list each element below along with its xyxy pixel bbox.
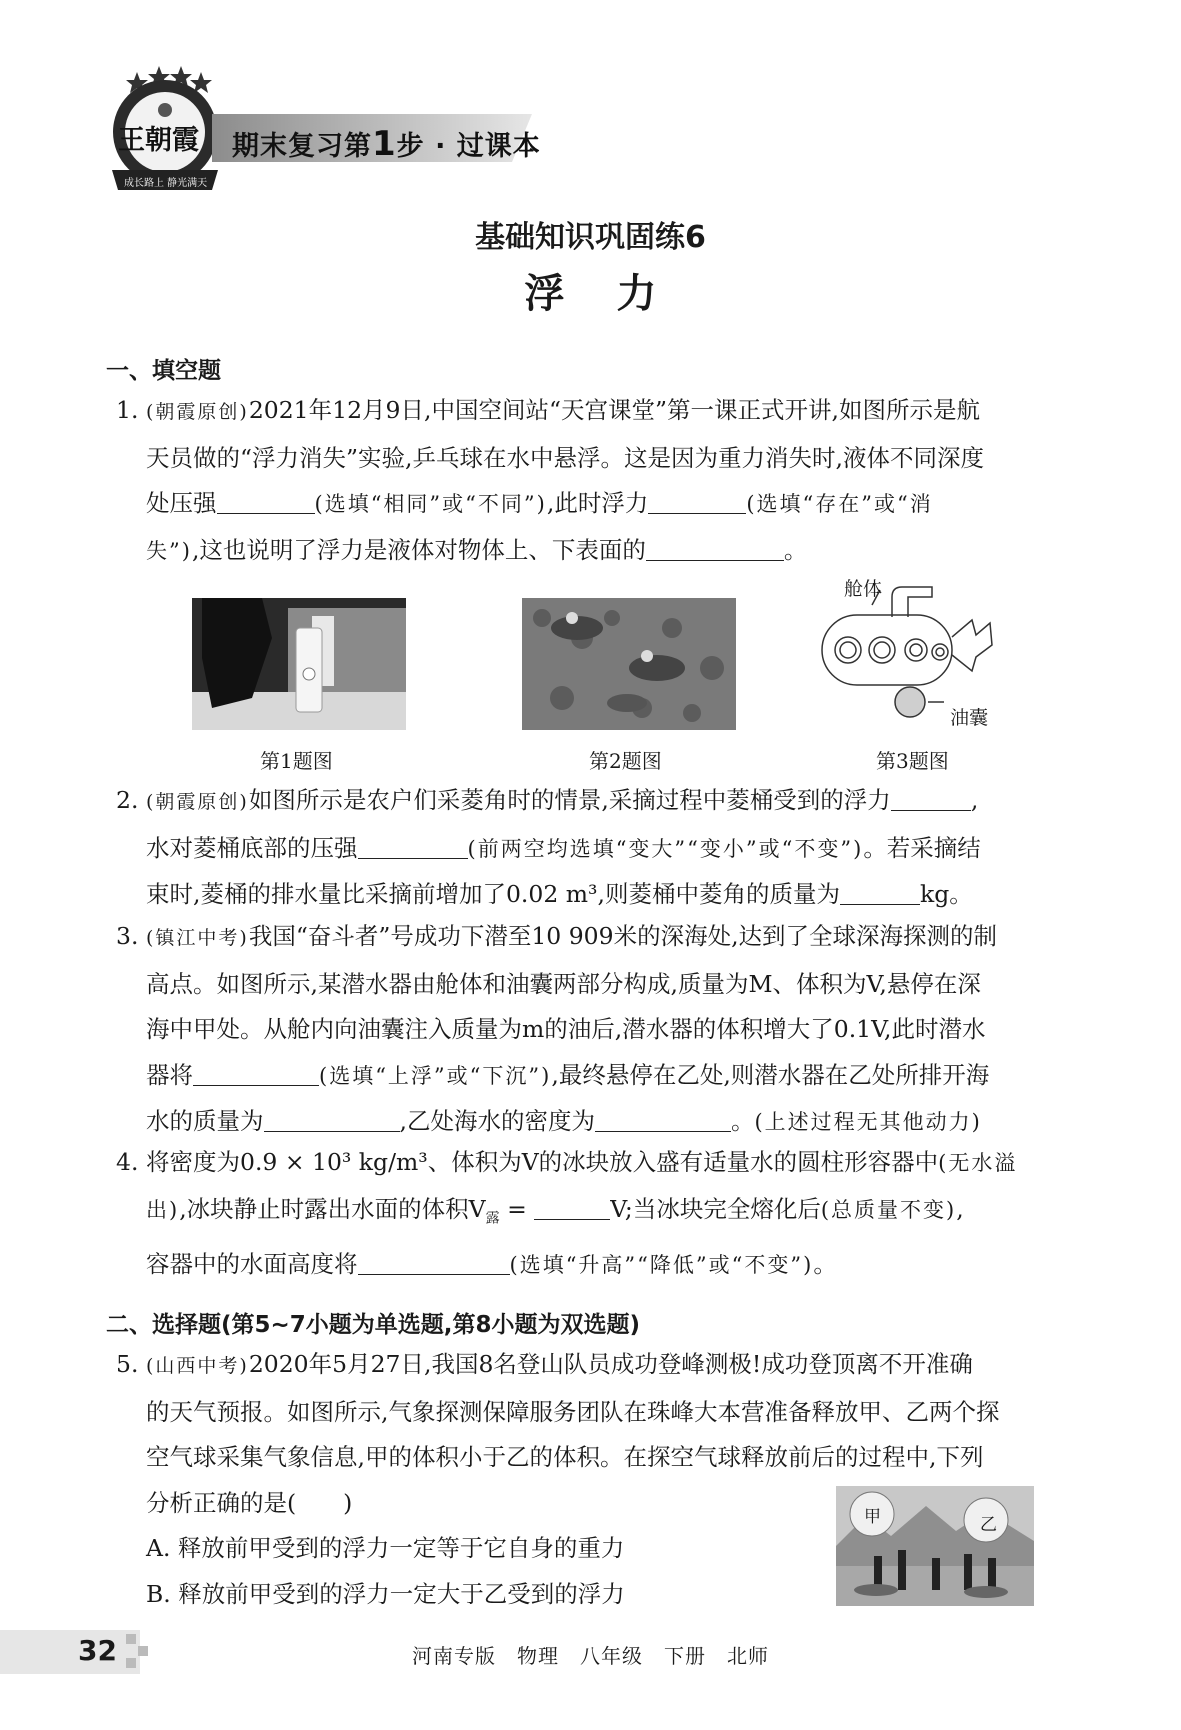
answer-blank[interactable] xyxy=(595,1105,731,1132)
figure-5-label-a: 甲 xyxy=(864,1507,881,1527)
page-subtitle: 浮力 xyxy=(524,271,709,317)
page-number: 32 xyxy=(78,1634,117,1667)
answer-blank[interactable] xyxy=(358,832,468,859)
figure-3-caption: 第3题图 xyxy=(876,749,949,773)
figure-3-label-oil-bladder: 油囊 xyxy=(950,707,989,729)
section-heading-choice: 二、选择题(第5~7小题为单选题,第8小题为双选题) xyxy=(106,1312,641,1338)
answer-blank[interactable] xyxy=(193,1059,319,1086)
figure-5-label-b: 乙 xyxy=(980,1515,997,1535)
section-heading-fill-in: 一、填空题 xyxy=(106,358,221,384)
question-3: 3. (镇江中考)我国“奋斗者”号成功下潜至10 909米的深海处,达到了全球深海探测的制 高点。如图所示,某潜水器由舱体和油囊两部分构成,质量为M、体积为V,悬停在深 海中甲处。从舱内向油囊注入质量为m的油后,潜水器的体积增大了0.1V,此时潜水 器将 (选填“上浮”或“下沉”),最终悬停在乙处,则潜水器在乙处所排开海 水的质量为 ,乙处海水的密度为 。(上述过程无其他动力) xyxy=(116,922,998,1135)
answer-blank[interactable] xyxy=(646,534,784,561)
footer-info: 河南专版 物理 八年级 下册 北师 xyxy=(412,1644,769,1668)
option-a[interactable]: A. 释放前甲受到的浮力一定等于它自身的重力 xyxy=(146,1534,625,1562)
figure-2-caption: 第2题图 xyxy=(589,749,662,773)
figure-3-label-hull: 舱体 xyxy=(844,578,883,600)
figure-1-caption: 第1题图 xyxy=(260,749,333,773)
page-title: 基础知识巩固练6 xyxy=(475,220,706,255)
question-4: 4. 将密度为0.9 × 10³ kg/m³、体积为V的冰块放入盛有适量水的圆柱形容器中(无水溢 出),冰块静止时露出水面的体积$V_露 = V$;当冰块完全熔化后(总质量不变), 容器中的水面高度将 (选填“升高”“降低”或“不变”)。 xyxy=(116,1148,1018,1278)
logo-slogan-text: 成长路上 静光满天 xyxy=(124,178,208,189)
logo-brand-text: 王朝霞 xyxy=(118,125,199,156)
answer-blank[interactable] xyxy=(891,784,971,811)
figure-1-photo xyxy=(192,598,406,730)
question-2: 2. (朝霞原创)如图所示是农户们采菱角时的情景,采摘过程中菱桶受到的浮力 , 水对菱桶底部的压强 (前两空均选填“变大”“变小”或“不变”)。若采摘结 束时,菱桶的排水量比采摘前增加了0.02 m³,则菱桶中菱角的质量为 kg。 xyxy=(116,786,981,908)
step-banner-title: 期末复习第1步 · 过课本 xyxy=(232,124,541,164)
answer-blank[interactable] xyxy=(840,878,920,905)
answer-blank[interactable] xyxy=(264,1105,400,1132)
question-1: 1. (朝霞原创)2021年12月9日,中国空间站“天宫课堂”第一课正式开讲,如图所示是航 天员做的“浮力消失”实验,乒乓球在水中悬浮。这是因为重力消失时,液体不同深度 处压强 (选填“相同”或“不同”),此时浮力 (选填“存在”或“消 失”),这也说明了浮力是液体对物体上、下表面的 。 xyxy=(116,396,984,564)
answer-blank[interactable] xyxy=(358,1248,510,1275)
figure-2-photo xyxy=(522,598,736,730)
option-b[interactable]: B. 释放前甲受到的浮力一定大于乙受到的浮力 xyxy=(146,1579,625,1608)
answer-blank[interactable] xyxy=(217,487,315,514)
question-5: 5. (山西中考)2020年5月27日,我国8名登山队员成功登峰测极!成功登顶离不开准确 的天气预报。如图所示,气象探测保障服务团队在珠峰大本营准备释放甲、乙两个探 空气球采集气象信息,甲的体积小于乙的体积。在探空气球释放前后的过程中,下列 分析正确的是( ) A. 释放前甲受到的浮力一定等于它自身的重力 B. 释放前甲受到的浮力一定大于乙受到的浮力 xyxy=(116,1342,1076,1617)
answer-blank[interactable] xyxy=(648,487,746,514)
answer-blank[interactable] xyxy=(534,1193,610,1220)
